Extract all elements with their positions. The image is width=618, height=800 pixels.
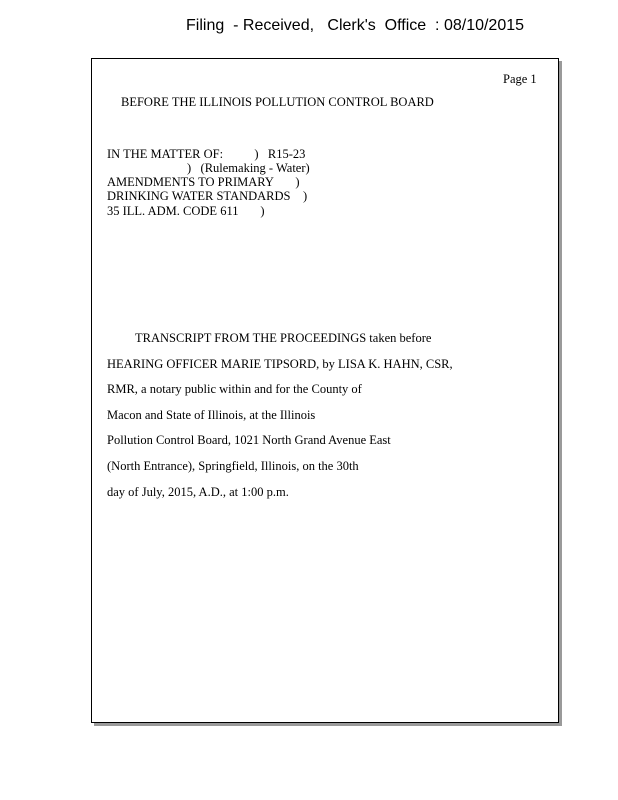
caption-line-2: ) (Rulemaking - Water) bbox=[187, 161, 310, 175]
caption-line-5: 35 ILL. ADM. CODE 611 ) bbox=[107, 204, 265, 218]
transcript-page bbox=[91, 58, 559, 723]
transcript-line-7: day of July, 2015, A.D., at 1:00 p.m. bbox=[107, 485, 289, 499]
transcript-line-1: TRANSCRIPT FROM THE PROCEEDINGS taken before bbox=[135, 331, 432, 345]
transcript-line-6: (North Entrance), Springfield, Illinois, on the 30th bbox=[107, 459, 359, 473]
caption-line-1: IN THE MATTER OF: ) R15-23 bbox=[107, 147, 306, 161]
transcript-line-2: HEARING OFFICER MARIE TIPSORD, by LISA K. HAHN, CSR, bbox=[107, 357, 453, 371]
transcript-line-5: Pollution Control Board, 1021 North Grand Avenue East bbox=[107, 433, 391, 447]
filing-stamp: Filing - Received, Clerk's Office : 08/10/2015 bbox=[186, 17, 525, 34]
caption-line-3: AMENDMENTS TO PRIMARY ) bbox=[107, 175, 300, 189]
transcript-line-4: Macon and State of Illinois, at the Illinois bbox=[107, 408, 316, 422]
caption-line-4: DRINKING WATER STANDARDS ) bbox=[107, 189, 308, 203]
transcript-line-3: RMR, a notary public within and for the County of bbox=[107, 382, 362, 396]
page-number: Page 1 bbox=[503, 72, 537, 86]
board-title: BEFORE THE ILLINOIS POLLUTION CONTROL BOARD bbox=[121, 95, 434, 109]
